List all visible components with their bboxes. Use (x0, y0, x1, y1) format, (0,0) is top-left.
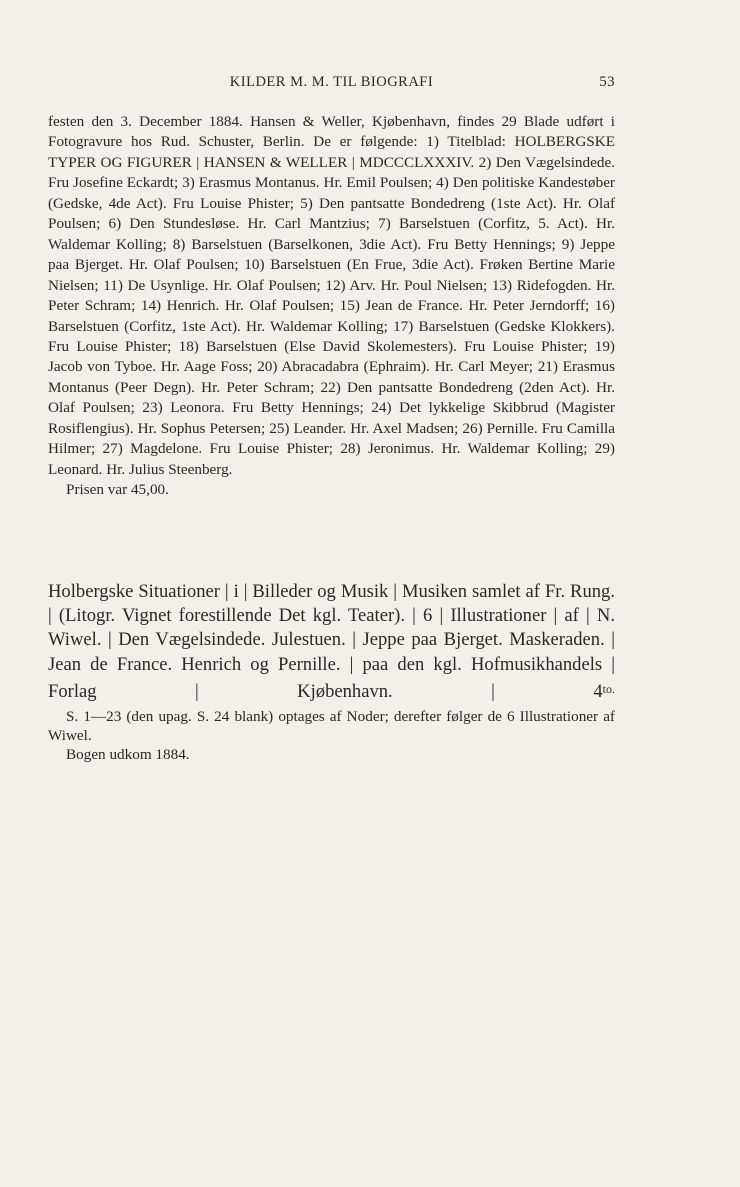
main-paragraph-text: festen den 3. December 1884. Hansen & Weller, Kjøbenhavn, findes 29 Blade udført i Fotogravure hos Rud. Schuster, Berlin. De er følgende: 1) Titelblad: HOLBERGSKE TYPER OG FIGURER | HANSEN & WELLER | MDCCCLXXXIV. 2) Den Vægelsindede. Fru Josefine Eckardt; 3) Erasmus Montanus. Hr. Emil Poulsen; 4) Den politiske Kandestøber (Gedske, 4de Act). Fru Louise Phister; 5) Den pantsatte Bondedreng (1ste Act). Hr. Olaf Poulsen; 6) Den Stundesløse. Hr. Carl Mantzius; 7) Barselstuen (Corfitz, 5. Act). Hr. Waldemar Kolling; 8) Barselstuen (Barselkonen, 3die Act). Fru Betty Hennings; 9) Jeppe paa Bjerget. Hr. Olaf Poulsen; 10) Barselstuen (En Frue, 3die Act). Frøken Bertine Marie Nielsen; 11) De Usynlige. Hr. Olaf Poulsen; 12) Arv. Hr. Poul Nielsen; 13) Ridefogden. Hr. Peter Schram; 14) Henrich. Hr. Olaf Poulsen; 15) Jean de France. Hr. Peter Jerndorff; 16) Barselstuen (Corfitz, 1ste Act). Hr. Waldemar Kolling; 17) Barselstuen (Gedske Klokkers). Fru Louise Phister; 18) Barselstuen (Else David Skolemesters). Fru Louise Phister; 19) Jacob von Tyboe. Hr. Aage Foss; 20) Abracadabra (Ephraim). Hr. Carl Meyer; 21) Erasmus Montanus (Peer Degn). Hr. Peter Schram; 22) Den pantsatte Bondedreng (2den Act). Hr. Olaf Poulsen; 23) Leonora. Fru Betty Hennings; 24) Det lykkelige Skibbrud (Magister Rosiflengius). Hr. Sophus Petersen; 25) Leander. Hr. Axel Madsen; 26) Pernille. Fru Camilla Hilmer; 27) Magdelone. Fru Louise Phister; 28) Jeronimus. Hr. Waldemar Kolling; 29) Leonard. Hr. Julius Steenberg. (48, 113, 615, 478)
price-line: Prisen var 45,00. (66, 481, 169, 499)
pages-note: S. 1—23 (den upag. S. 24 blank) optages af Noder; derefter følger de 6 Illustrationer af Wiwel. (48, 708, 615, 744)
entry-title (48, 580, 615, 704)
running-title: KILDER M. M. TIL BIOGRAFI (229, 74, 434, 90)
page-number: 53 (599, 74, 615, 90)
page-header (48, 74, 615, 94)
format-suffix: to. (602, 681, 615, 696)
entry-title-text: Holbergske Situationer | i | Billeder og Musik | Musiken samlet af Fr. Rung. | (Litogr. Vignet forestillende Det kgl. Teater). | 6 | Illustrationer | af | N. Wiwel. | Den Vægelsindede. Julestuen. | Jeppe paa Bjerget. Maskeraden. | Jean de France. Henrich og Pernille. | paa den kgl. Hofmusikhandels | Forlag | Kjøbenhavn. | 4 (48, 581, 615, 702)
main-paragraph (48, 112, 615, 501)
entry-notes (48, 707, 615, 764)
published-note: Bogen udkom 1884. (66, 746, 190, 763)
